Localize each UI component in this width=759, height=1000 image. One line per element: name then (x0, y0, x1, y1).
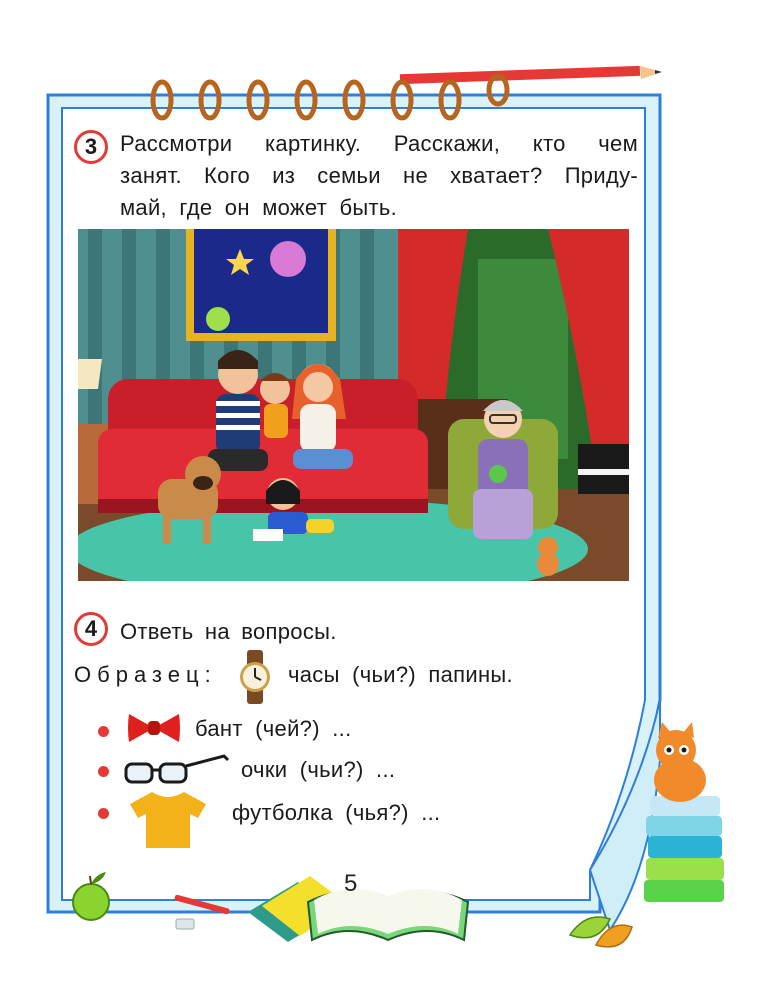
watch-icon (237, 650, 273, 704)
item-tshirt-text: футболка (чья?) ... (232, 800, 441, 825)
sample-label: Образец: (74, 662, 217, 687)
bullet (98, 766, 109, 777)
bow-icon (127, 712, 181, 744)
task-4-title: Ответь на вопросы. (120, 619, 337, 644)
task-3-line-2: занят. Кого из семьи не хватает? Приду- (120, 163, 638, 188)
apple-icon (66, 868, 116, 924)
task-4-number: 4 (74, 612, 108, 646)
page-number: 5 (344, 870, 358, 897)
leaves-icon (566, 905, 636, 955)
item-glasses-text: очки (чьи?) ... (241, 757, 396, 782)
books-icon (238, 852, 478, 944)
task-3-line-1: Рассмотри картинку. Расскажи, кто чем (120, 131, 638, 156)
sample-text: часы (чьи?) папины. (288, 662, 513, 687)
bullet (98, 726, 109, 737)
tshirt-icon (128, 790, 208, 850)
task-3-number: 3 (74, 130, 108, 164)
bullet (98, 808, 109, 819)
item-bow-text: бант (чей?) ... (195, 716, 352, 741)
book-stack-with-cat-illustration (628, 720, 728, 920)
family-scene-illustration (78, 229, 629, 581)
task-3-line-3: май, где он может быть. (120, 195, 398, 220)
glasses-icon (124, 752, 230, 786)
notebook-rings (140, 72, 540, 132)
pen-and-eraser-icon (170, 895, 240, 935)
